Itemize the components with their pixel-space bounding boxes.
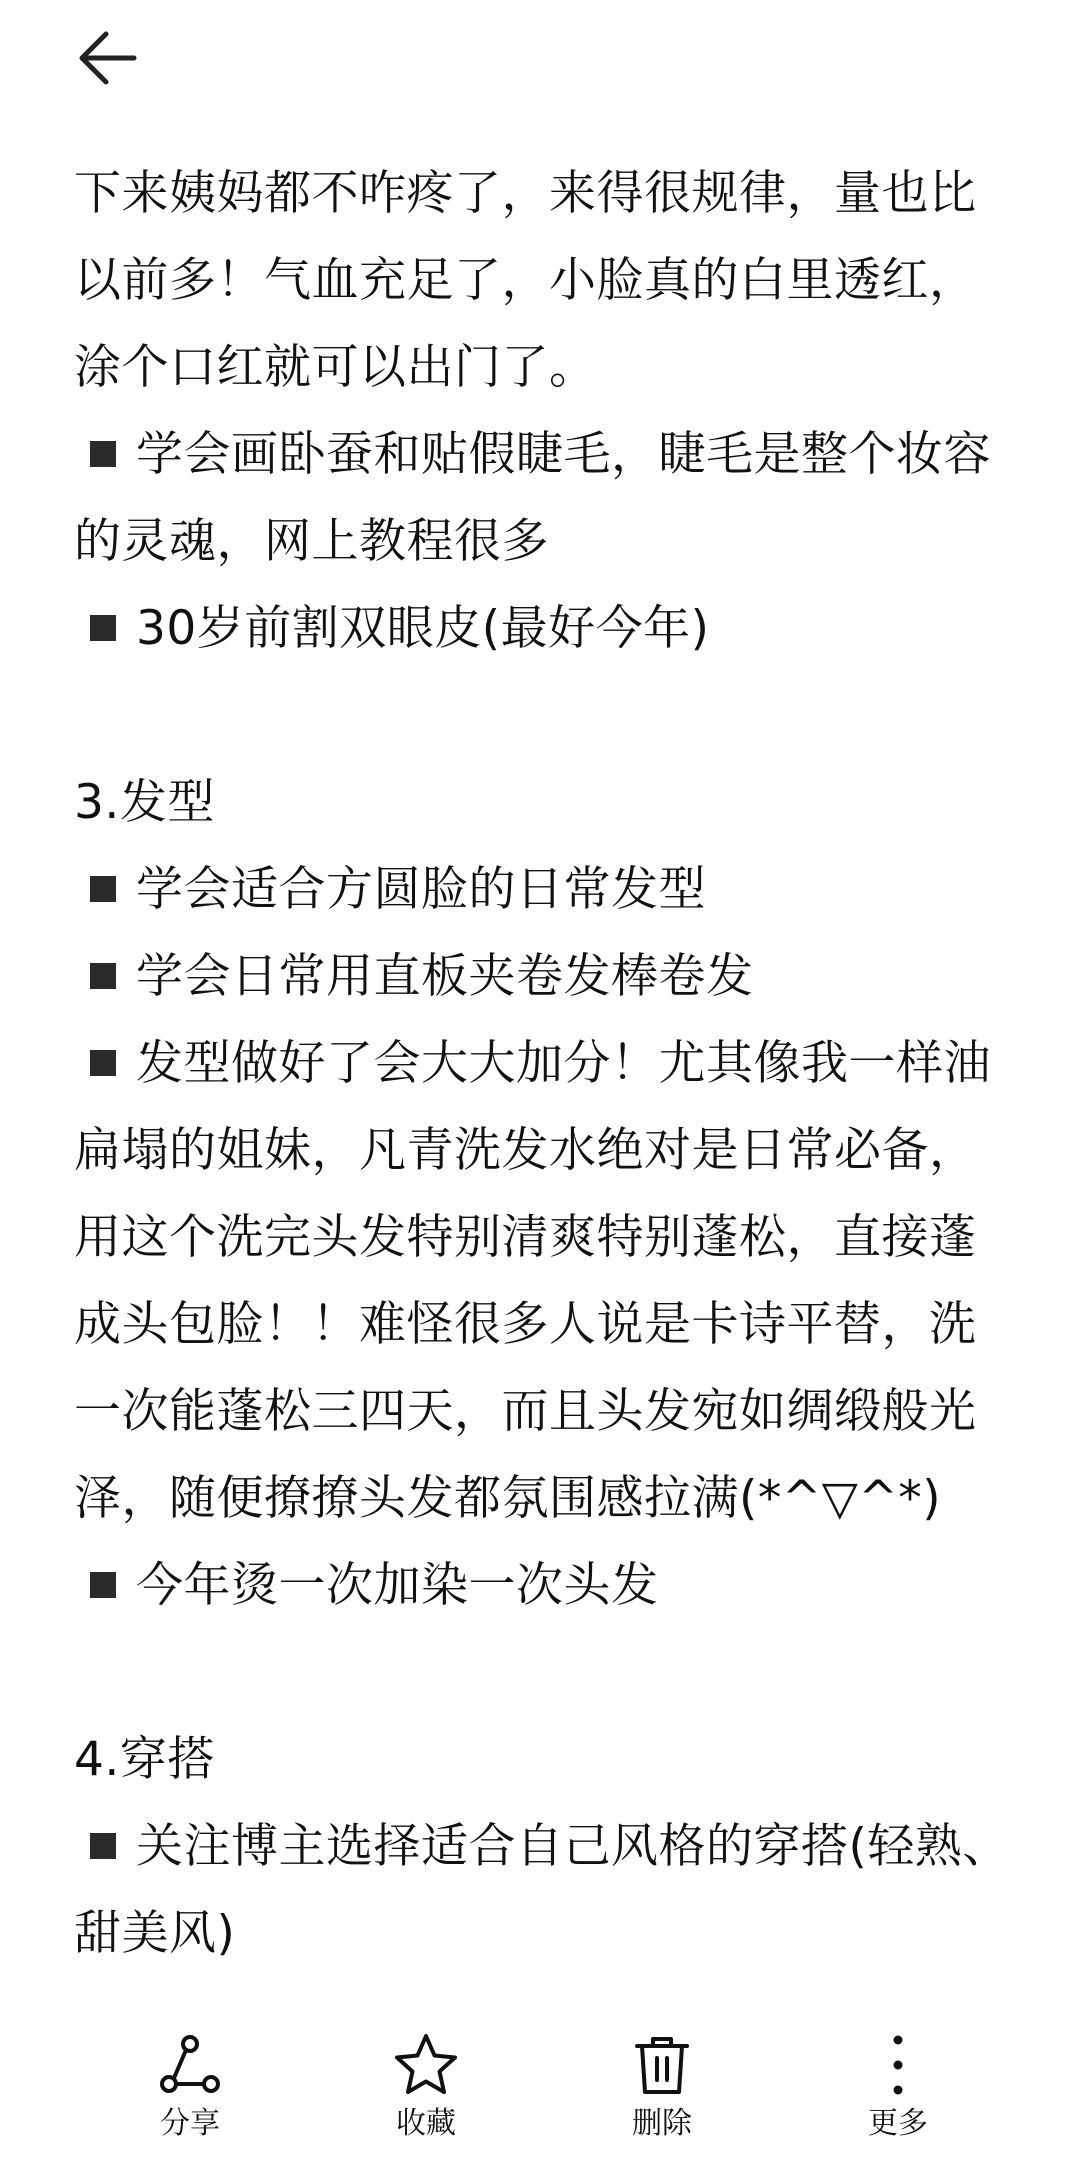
list-item-text: 关注博主选择适合自己风格的穿搭(轻熟、甜美风) xyxy=(74,1819,1010,1961)
more-vertical-icon xyxy=(863,2030,933,2100)
note-content xyxy=(74,150,1014,1977)
delete-button[interactable] xyxy=(582,2030,742,2150)
favorite-button[interactable] xyxy=(346,2030,506,2150)
list-item xyxy=(74,1803,1014,1977)
share-label: 分享 xyxy=(160,2106,220,2141)
square-bullet-icon xyxy=(90,441,116,467)
list-item-text: 学会适合方圆脸的日常发型 xyxy=(136,862,706,917)
trash-icon xyxy=(627,2030,697,2100)
list-item xyxy=(74,846,1014,933)
list-item-text: 今年烫一次加染一次头发 xyxy=(136,1558,659,1613)
section-heading: 4.穿搭 xyxy=(74,1732,215,1787)
list-item xyxy=(74,933,1014,1020)
square-bullet-icon xyxy=(90,876,116,902)
back-button[interactable] xyxy=(70,18,150,98)
list-item-text: 学会画卧蚕和贴假睫毛，睫毛是整个妆容的灵魂，网上教程很多 xyxy=(74,427,991,569)
square-bullet-icon xyxy=(90,1050,116,1076)
square-bullet-icon xyxy=(90,1833,116,1859)
list-item xyxy=(74,411,1014,585)
share-button[interactable] xyxy=(110,2030,270,2150)
section-heading: 3.发型 xyxy=(74,775,215,830)
bottom-toolbar xyxy=(0,2010,1080,2176)
square-bullet-icon xyxy=(90,1572,116,1598)
share-icon xyxy=(155,2030,225,2100)
list-item-text: 30岁前割双眼皮(最好今年) xyxy=(136,601,710,656)
square-bullet-icon xyxy=(90,615,116,641)
list-item-text: 发型做好了会大大加分！尤其像我一样油扁塌的姐妹，凡青洗发水绝对是日常必备，用这个洗完头发特别清爽特别蓬松，直接蓬成头包脸！！难怪很多人说是卡诗平替，洗一次能蓬松三四天，而且头发宛如绸缎般光泽，随便撩撩头发都氛围感拉满(*^▽^*) xyxy=(74,1036,991,1526)
more-button[interactable] xyxy=(818,2030,978,2150)
list-item-text: 学会日常用直板夹卷发棒卷发 xyxy=(136,949,754,1004)
top-bar xyxy=(0,0,1080,120)
delete-label: 删除 xyxy=(632,2106,692,2141)
list-item xyxy=(74,1542,1014,1629)
blank-line xyxy=(74,1629,1014,1716)
star-icon xyxy=(391,2030,461,2100)
back-arrow-icon xyxy=(70,18,150,98)
list-item xyxy=(74,1020,1014,1542)
blank-line xyxy=(74,672,1014,759)
more-label: 更多 xyxy=(868,2106,928,2141)
list-item xyxy=(74,585,1014,672)
intro-paragraph: 下来姨妈都不咋疼了，来得很规律，量也比以前多！气血充足了，小脸真的白里透红，涂个口红就可以出门了。 xyxy=(74,166,977,395)
square-bullet-icon xyxy=(90,963,116,989)
favorite-label: 收藏 xyxy=(396,2106,456,2141)
